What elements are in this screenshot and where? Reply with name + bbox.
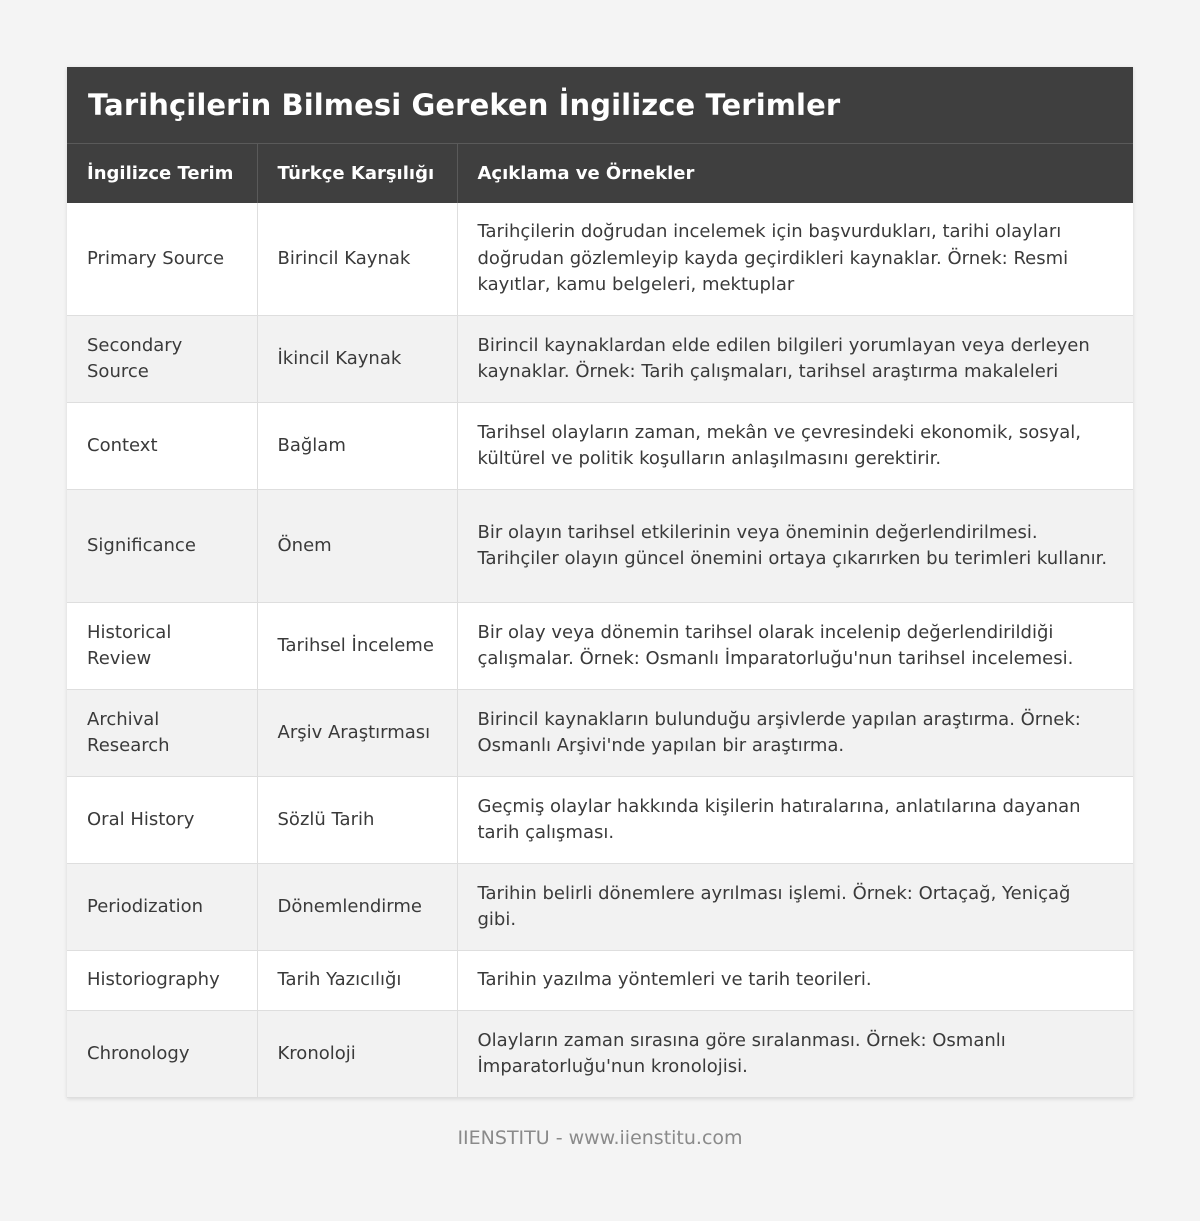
cell-description: Geçmiş olaylar hakkında kişilerin hatıralarına, anlatılarına dayanan tarih çalışması. <box>457 777 1133 864</box>
cell-description: Tarihin yazılma yöntemleri ve tarih teorileri. <box>457 951 1133 1011</box>
table-row <box>67 403 1133 490</box>
cell-english-term: Archival Research <box>67 690 257 777</box>
cell-english-term: Chronology <box>67 1011 257 1098</box>
cell-description: Tarihsel olayların zaman, mekân ve çevresindeki ekonomik, sosyal, kültürel ve politik koşulların anlaşılmasını gerektirir. <box>457 403 1133 490</box>
header-turkish-equivalent: Türkçe Karşılığı <box>257 144 457 203</box>
cell-turkish-term: Tarih Yazıcılığı <box>257 951 457 1011</box>
table-row <box>67 864 1133 951</box>
cell-turkish-term: Tarihsel İnceleme <box>257 603 457 690</box>
terms-table <box>67 143 1133 1098</box>
cell-turkish-term: Bağlam <box>257 403 457 490</box>
terms-card <box>67 67 1133 1098</box>
table-row <box>67 203 1133 316</box>
cell-turkish-term: Önem <box>257 490 457 603</box>
cell-turkish-term: Birincil Kaynak <box>257 203 457 316</box>
cell-english-term: Historiography <box>67 951 257 1011</box>
cell-description: Bir olay veya dönemin tarihsel olarak incelenip değerlendirildiği çalışmalar. Örnek: Osmanlı İmparatorluğu'nun tarihsel incelemesi. <box>457 603 1133 690</box>
table-row <box>67 603 1133 690</box>
cell-turkish-term: Dönemlendirme <box>257 864 457 951</box>
cell-turkish-term: Kronoloji <box>257 1011 457 1098</box>
table-row <box>67 1011 1133 1098</box>
table-row <box>67 316 1133 403</box>
cell-description: Tarihçilerin doğrudan incelemek için başvurdukları, tarihi olayları doğrudan gözlemleyip kayda geçirdikleri kaynaklar. Örnek: Resmi kayıtlar, kamu belgeleri, mektuplar <box>457 203 1133 316</box>
cell-english-term: Historical Review <box>67 603 257 690</box>
header-description: Açıklama ve Örnekler <box>457 144 1133 203</box>
table-body <box>67 203 1133 1098</box>
cell-english-term: Context <box>67 403 257 490</box>
cell-english-term: Secondary Source <box>67 316 257 403</box>
table-header <box>67 144 1133 203</box>
cell-turkish-term: Arşiv Araştırması <box>257 690 457 777</box>
cell-english-term: Primary Source <box>67 203 257 316</box>
page-title: Tarihçilerin Bilmesi Gereken İngilizce Terimler <box>67 67 1133 143</box>
footer-credit: IIENSTITU - www.iienstitu.com <box>457 1127 743 1149</box>
cell-description: Birincil kaynaklardan elde edilen bilgileri yorumlayan veya derleyen kaynaklar. Örnek: Tarih çalışmaları, tarihsel araştırma makaleleri <box>457 316 1133 403</box>
header-english-term: İngilizce Terim <box>67 144 257 203</box>
table-row <box>67 690 1133 777</box>
cell-description: Bir olayın tarihsel etkilerinin veya öneminin değerlendirilmesi. Tarihçiler olayın güncel önemini ortaya çıkarırken bu terimleri kullanır. <box>457 490 1133 603</box>
header-row <box>67 144 1133 203</box>
cell-english-term: Periodization <box>67 864 257 951</box>
table-row <box>67 490 1133 603</box>
table-row <box>67 777 1133 864</box>
table-row <box>67 951 1133 1011</box>
cell-turkish-term: Sözlü Tarih <box>257 777 457 864</box>
cell-turkish-term: İkincil Kaynak <box>257 316 457 403</box>
cell-description: Tarihin belirli dönemlere ayrılması işlemi. Örnek: Ortaçağ, Yeniçağ gibi. <box>457 864 1133 951</box>
cell-english-term: Oral History <box>67 777 257 864</box>
cell-description: Birincil kaynakların bulunduğu arşivlerde yapılan araştırma. Örnek: Osmanlı Arşivi'nde yapılan bir araştırma. <box>457 690 1133 777</box>
cell-english-term: Significance <box>67 490 257 603</box>
cell-description: Olayların zaman sırasına göre sıralanması. Örnek: Osmanlı İmparatorluğu'nun kronolojisi. <box>457 1011 1133 1098</box>
